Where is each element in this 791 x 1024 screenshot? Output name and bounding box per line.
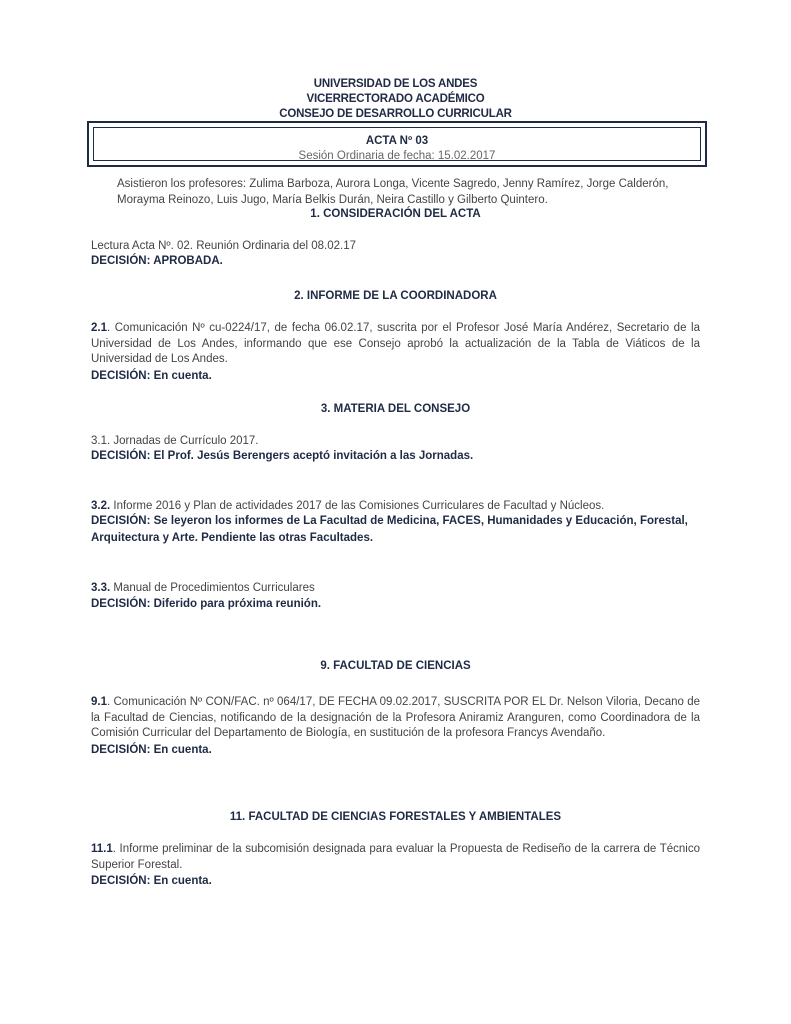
section-3-item-2-decision: DECISIÓN: Se leyeron los informes de La Facultad de Medicina, FACES, Humanidades y Educación, Forestal, Arquitectura y Arte. Pendiente las otras Facultades. [91, 515, 688, 544]
session-date: Sesión Ordinaria de fecha: 15.02.2017 [298, 150, 496, 162]
section-2-text: . Comunicación Nº cu-0224/17, de fecha 06.02.17, suscrita por el Profesor José María Andérez, Secretario de la Universidad de Los Andes, informando que ese Consejo aprobó la actualización de la Tabla de Viáticos de la Universidad de Los Andes. [91, 322, 700, 365]
acta-box [87, 121, 707, 167]
section-3-item-2-text: Informe 2016 y Plan de actividades 2017 de las Comisiones Curriculares de Facultad y Núcleos. [110, 500, 605, 512]
section-11-decision: DECISIÓN: En cuenta. [91, 875, 212, 887]
section-11-title: 11. FACULTAD DE CIENCIAS FORESTALES Y AMBIENTALES [229, 811, 562, 823]
university-name: UNIVERSIDAD DE LOS ANDES [313, 78, 478, 90]
section-1-decision: DECISIÓN: APROBADA. [91, 255, 223, 267]
acta-box-inner [93, 127, 701, 161]
section-3-item-3-text: Manual de Procedimientos Curriculares [110, 582, 315, 594]
section-9-text: . Comunicación Nº CON/FAC. nº 064/17, DE FECHA 09.02.2017, SUSCRITA POR EL Dr. Nelson Viloria, Decano de la Facultad de Ciencias, notificando de la designación de la Profesora Aniramiz Aranguren, como Coordinadora de la Comisión Curricular del Departamento de Biología, en sustitución de la profesora Francys Avendaño. [91, 696, 700, 739]
section-3-item-1-decision: DECISIÓN: El Prof. Jesús Berengers aceptó invitación a las Jornadas. [91, 450, 474, 462]
section-11-paragraph [91, 842, 700, 873]
section-2-title: 2. INFORME DE LA COORDINADORA [294, 290, 497, 302]
section-9-item-number: 9.1 [91, 696, 107, 708]
section-9-paragraph [91, 695, 700, 742]
section-3-item-2-number: 3.2. [91, 500, 111, 512]
vicerrectorado-name: VICERRECTORADO ACADÉMICO [306, 93, 485, 105]
section-2-paragraph [91, 321, 700, 368]
section-9-decision: DECISIÓN: En cuenta. [91, 744, 212, 756]
section-2-item-number: 2.1 [91, 322, 107, 334]
section-3-item-3-paragraph [91, 581, 700, 597]
section-11-item-number: 11.1 [91, 843, 113, 855]
section-3-item-3-decision: DECISIÓN: Diferido para próxima reunión. [91, 598, 322, 610]
section-2-decision: DECISIÓN: En cuenta. [91, 370, 212, 382]
attendance-text: Asistieron los profesores: Zulima Barboza, Aurora Longa, Vicente Sagredo, Jenny Ramírez, Jorge Calderón, Morayma Reinozo, Luis Jugo, María Belkis Durán, Neira Castillo y Gilberto Quintero. [117, 178, 669, 206]
consejo-name: CONSEJO DE DESARROLLO CURRICULAR [279, 108, 512, 120]
section-3-item-1-text: 3.1. Jornadas de Currículo 2017. [91, 435, 259, 447]
acta-number: ACTA Nº 03 [365, 135, 429, 147]
section-3-title: 3. MATERIA DEL CONSEJO [320, 403, 471, 415]
section-3-item-3-number: 3.3. [91, 582, 111, 594]
section-1-title: 1. CONSIDERACIÓN DEL ACTA [310, 208, 481, 220]
section-9-title: 9. FACULTAD DE CIENCIAS [320, 660, 471, 672]
section-11-text: . Informe preliminar de la subcomisión designada para evaluar la Propuesta de Rediseño de la carrera de Técnico Superior Forestal. [91, 843, 700, 871]
section-1-text: Lectura Acta Nº. 02. Reunión Ordinaria del 08.02.17 [91, 240, 357, 252]
